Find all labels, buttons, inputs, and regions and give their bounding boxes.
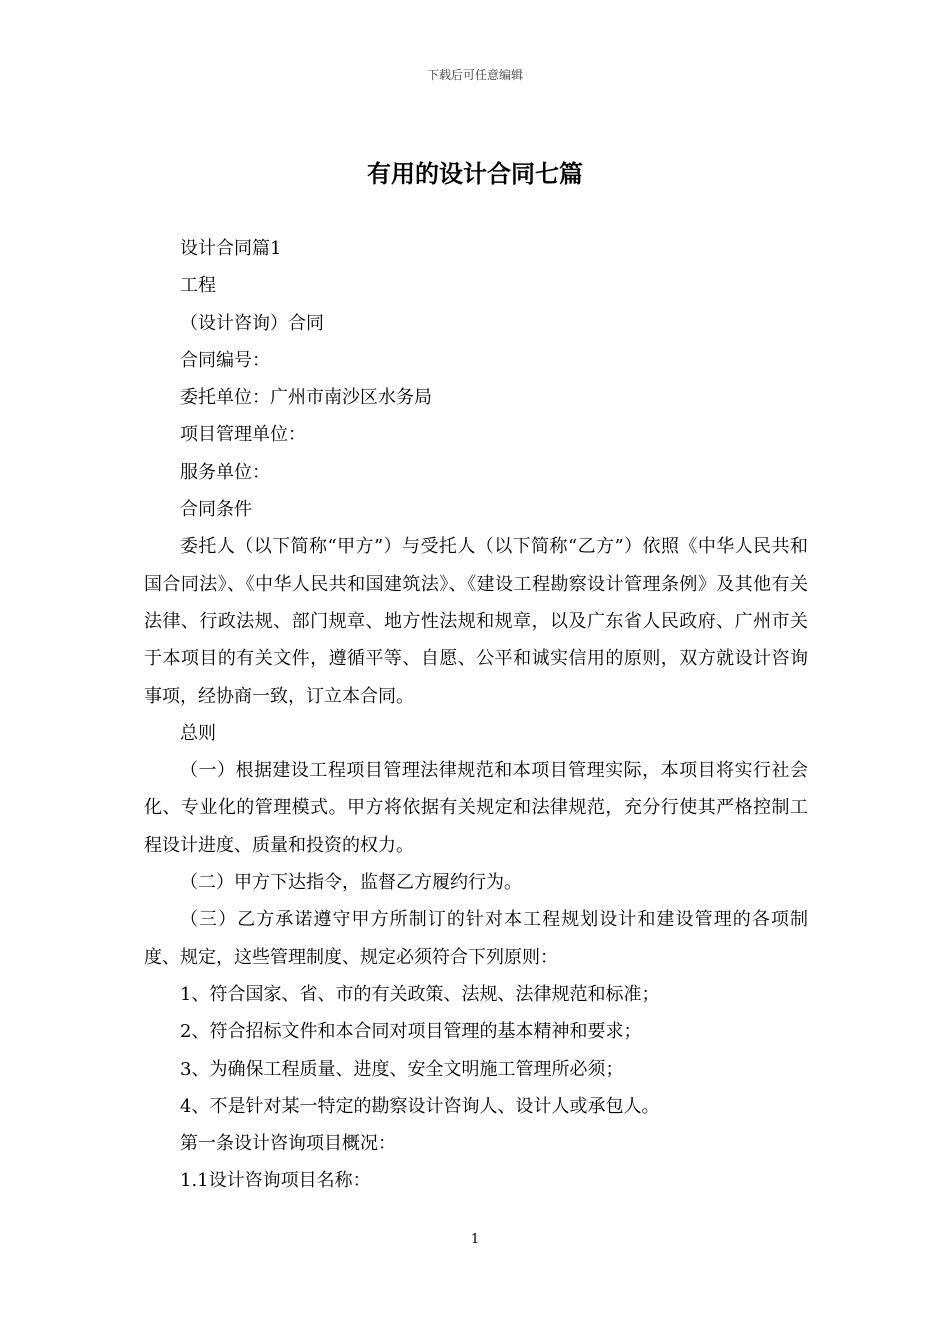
- paragraph: 委托人（以下简称“甲方”）与受托人（以下简称“乙方”）依照《中华人民共和国合同法》、《中华人民共和国建筑法》、《建设工程勘察设计管理条例》及其他有关法律、行政法规、部门规章、地方性法规和规章，以及广东省人民政府、广州市关于本项目的有关文件，遵循平等、自愿、公平和诚实信用的原则，双方就设计咨询事项，经协商一致，订立本合同。: [144, 536, 808, 707]
- paragraph: （三）乙方承诺遵守甲方所制订的针对本工程规划设计和建设管理的各项制度、规定，这些管理制度、规定必须符合下列原则：: [144, 909, 808, 968]
- paragraph: 4、不是针对某一特定的勘察设计咨询人、设计人或承包人。: [180, 1095, 660, 1117]
- paragraph: 合同条件: [180, 499, 252, 521]
- page-header: 下载后可任意编辑: [426, 68, 523, 82]
- paragraph: 工程: [180, 275, 216, 297]
- paragraph: 2、符合招标文件和本合同对项目管理的基本精神和要求；: [180, 1021, 642, 1043]
- paragraph: 第一条设计咨询项目概况：: [180, 1133, 396, 1155]
- paragraph: 1.1设计咨询项目名称：: [180, 1170, 371, 1192]
- paragraph: 总则: [180, 722, 216, 744]
- document-title: 有用的设计合同七篇: [367, 160, 583, 188]
- paragraph: （二）甲方下达指令，监督乙方履约行为。: [180, 872, 522, 894]
- document-body: [144, 230, 808, 1200]
- paragraph: 合同编号：: [180, 349, 270, 371]
- paragraph: （设计咨询）合同: [180, 312, 324, 334]
- paragraph: 1、符合国家、省、市的有关政策、法规、法律规范和标准；: [180, 983, 660, 1005]
- paragraph: （一）根据建设工程项目管理法律规范和本项目管理实际，本项目将实行社会化、专业化的管理模式。甲方将依据有关规定和法律规范，充分行使其严格控制工程设计进度、质量和投资的权力。: [144, 760, 808, 856]
- paragraph: 3、为确保工程质量、进度、安全文明施工管理所必须；: [180, 1058, 624, 1080]
- paragraph: 服务单位：: [180, 461, 270, 483]
- paragraph: 委托单位：广州市南沙区水务局: [180, 387, 432, 409]
- page-number: 1: [470, 1232, 480, 1247]
- paragraph: 项目管理单位：: [180, 424, 306, 446]
- paragraph: 设计合同篇1: [180, 238, 282, 259]
